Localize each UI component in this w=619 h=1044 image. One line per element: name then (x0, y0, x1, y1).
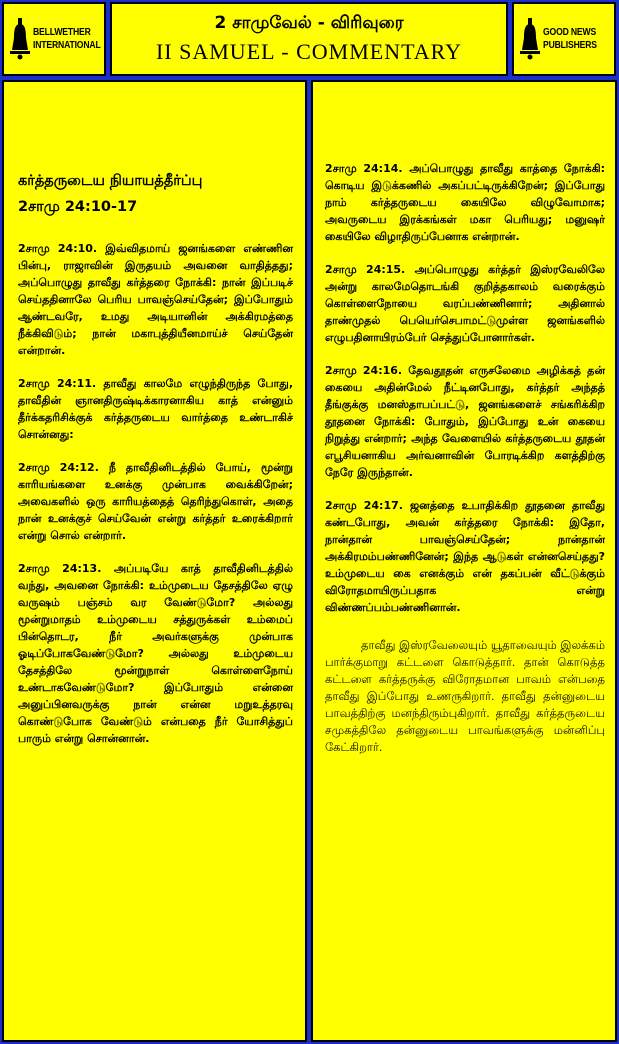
verse-paragraph: 2சாமு 24:12. நீ தாவீதினிடத்தில் போய், மூன்று காரியங்களை உனக்கு முன்பாக வைக்கிறேன்; அவைகளில் ஒரு காரியத்தைத் தெரிந்துகொள், அதை நான் உனக்குச் செய்வேன் என்று கர்த்தர் உரைக்கிறார் என்று சொல் என்றார். (18, 461, 293, 542)
commentary-paragraph: தாவீது இஸ்ரவேலையும் யூதாவையும் இலக்கம் பார்க்குமாறு கட்டளை கொடுத்தார். தான் கொடுத்த கட்டளை கர்த்தருக்கு விரோதமான பாவம் என்பதை தாவீது இப்போது உணருகிறார். தாவீது தன்னுடைய பாவத்திற்கு மனந்திரும்புகிறார். தாவீது கர்த்தருடைய சமுகத்திலே தன்னுடைய பாவங்களுக்கு மன்னிப்பு கேட்கிறார். (325, 640, 605, 754)
bell-icon (520, 18, 540, 60)
section-heading-reference: 2சாமு 24:10-17 (18, 199, 138, 215)
bellwether-logo (2, 2, 106, 76)
verse-paragraph: 2சாமு 24:11. தாவீது காலமே எழுந்திருந்த போது, தாவீதின் ஞானதிருஷ்டிக்காரனாகிய காத் என்னும் தீர்க்கதரிசிக்குக் கர்த்தருடைய வார்த்தை உண்டாகிச் சொன்னது: (18, 377, 293, 441)
left-column (2, 80, 307, 1042)
verse-paragraph: 2சாமு 24:17. ஜனத்தை உபாதிக்கிற தூதனை தாவீது கண்டபோது, அவன் கர்த்தரை நோக்கி: இதோ, நான்தான் பாவஞ்செய்தேன்; நான்தான் அக்கிரமம்பண்ணினேன்; இந்த ஆடுகள் என்னசெய்தது? உம்முடைய கை எனக்கும் என் தகப்பன் வீட்டுக்கும் விரோதமாயிருப்பதாக என்று விண்ணப்பம்பண்ணினான். (325, 499, 605, 614)
section-heading-title: கர்த்தருடைய நியாயத்தீர்ப்பு (18, 173, 203, 189)
verse-paragraph: 2சாமு 24:16. தேவதூதன் எருசலேமை அழிக்கத் தன் கையை அதின்மேல் நீட்டினபோது, கர்த்தர் அந்தத் தீங்குக்கு மனஸ்தாபப்பட்டு, ஜனங்களைச் சங்கரிக்கிற தூதனை நோக்கி: போதும், இப்போது உன் கையை நிறுத்து என்றார்; அந்த வேளையில் கர்த்தருடைய தூதன் எபூசியனாகிய அர்வனாவின் போரடிக்கிற களத்திற்கு நேரே இருந்தான். (325, 364, 605, 479)
page-title-english: II SAMUEL - COMMENTARY (155, 39, 463, 64)
verse-paragraph: 2சாமு 24:10. இவ்விதமாய் ஜனங்களை எண்ணின பின்பு, ராஜாவின் இருதயம் அவனை வாதித்தது; அப்பொழுது தாவீது கர்த்தரை நோக்கி: நான் இப்படிச் செய்ததினாலே பெரிய பாவஞ்செய்தேன்; இப்போதும் ஆண்டவரே, உமது அடியானின் அக்கிரமத்தை நீக்கிவிடும்; நான் மகாபுத்தியீனமாய்ச் செய்தேன் என்றான். (18, 242, 293, 357)
good-news-logo (512, 2, 616, 76)
bellwether-logo-text: BELLWETHER INTERNATIONAL (33, 26, 101, 51)
right-column (311, 80, 617, 1042)
page-header (110, 2, 508, 76)
verse-paragraph: 2சாமு 24:14. அப்பொழுது தாவீது காத்தை நோக்கி: கொடிய இடுக்கணில் அகப்பட்டிருக்கிறேன்; இப்போது நாம் கர்த்தருடைய கையிலே விழுவோமாக; அவருடைய இரக்கங்கள் மகா பெரியது; மனுஷர் கையிலே விழாதிருப்பேனாக என்றான். (325, 162, 605, 243)
verse-paragraph: 2சாமு 24:15. அப்பொழுது கர்த்தர் இஸ்ரவேலிலே அன்று காலமேதொடங்கி குறித்தகாலம் வரைக்கும் கொள்ளைநோயை வரப்பண்ணினார்; அதினால் தாண்முதல் பெயெர்செபாமட்டுமுள்ள ஜனங்களில் எழுபதினாயிரம்பேர் செத்துப்போனார்கள். (325, 263, 605, 344)
page-title-tamil: 2 சாமுவேல் - விரிவுரை (214, 13, 404, 33)
section-heading (18, 168, 293, 220)
verse-paragraph: 2சாமு 24:13. அப்படியே காத் தாவீதினிடத்தில் வந்து, அவனை நோக்கி: உம்முடைய தேசத்திலே ஏழு வருஷம் பஞ்சம் வர வேண்டுமோ? அல்லது மூன்றுமாதம் உம்முடைய சத்துருக்கள் உம்மைப் பின்தொடர, நீர் அவர்களுக்கு முன்பாக ஓடிப்போகவேண்டுமோ? அல்லது உம்முடைய தேசத்திலே மூன்றுநாள் கொள்ளைநோய் உண்டாகவேண்டுமோ? இப்போதும் என்னை அனுப்பினவருக்கு நான் என்ன மறுஉத்தரவு கொண்டுபோக வேண்டும் என்பதை நீர் யோசித்துப் பாரும் என்று சொன்னான். (18, 562, 293, 745)
good-news-logo-text: GOOD NEWS PUBLISHERS (543, 26, 597, 51)
bell-icon (10, 18, 30, 60)
